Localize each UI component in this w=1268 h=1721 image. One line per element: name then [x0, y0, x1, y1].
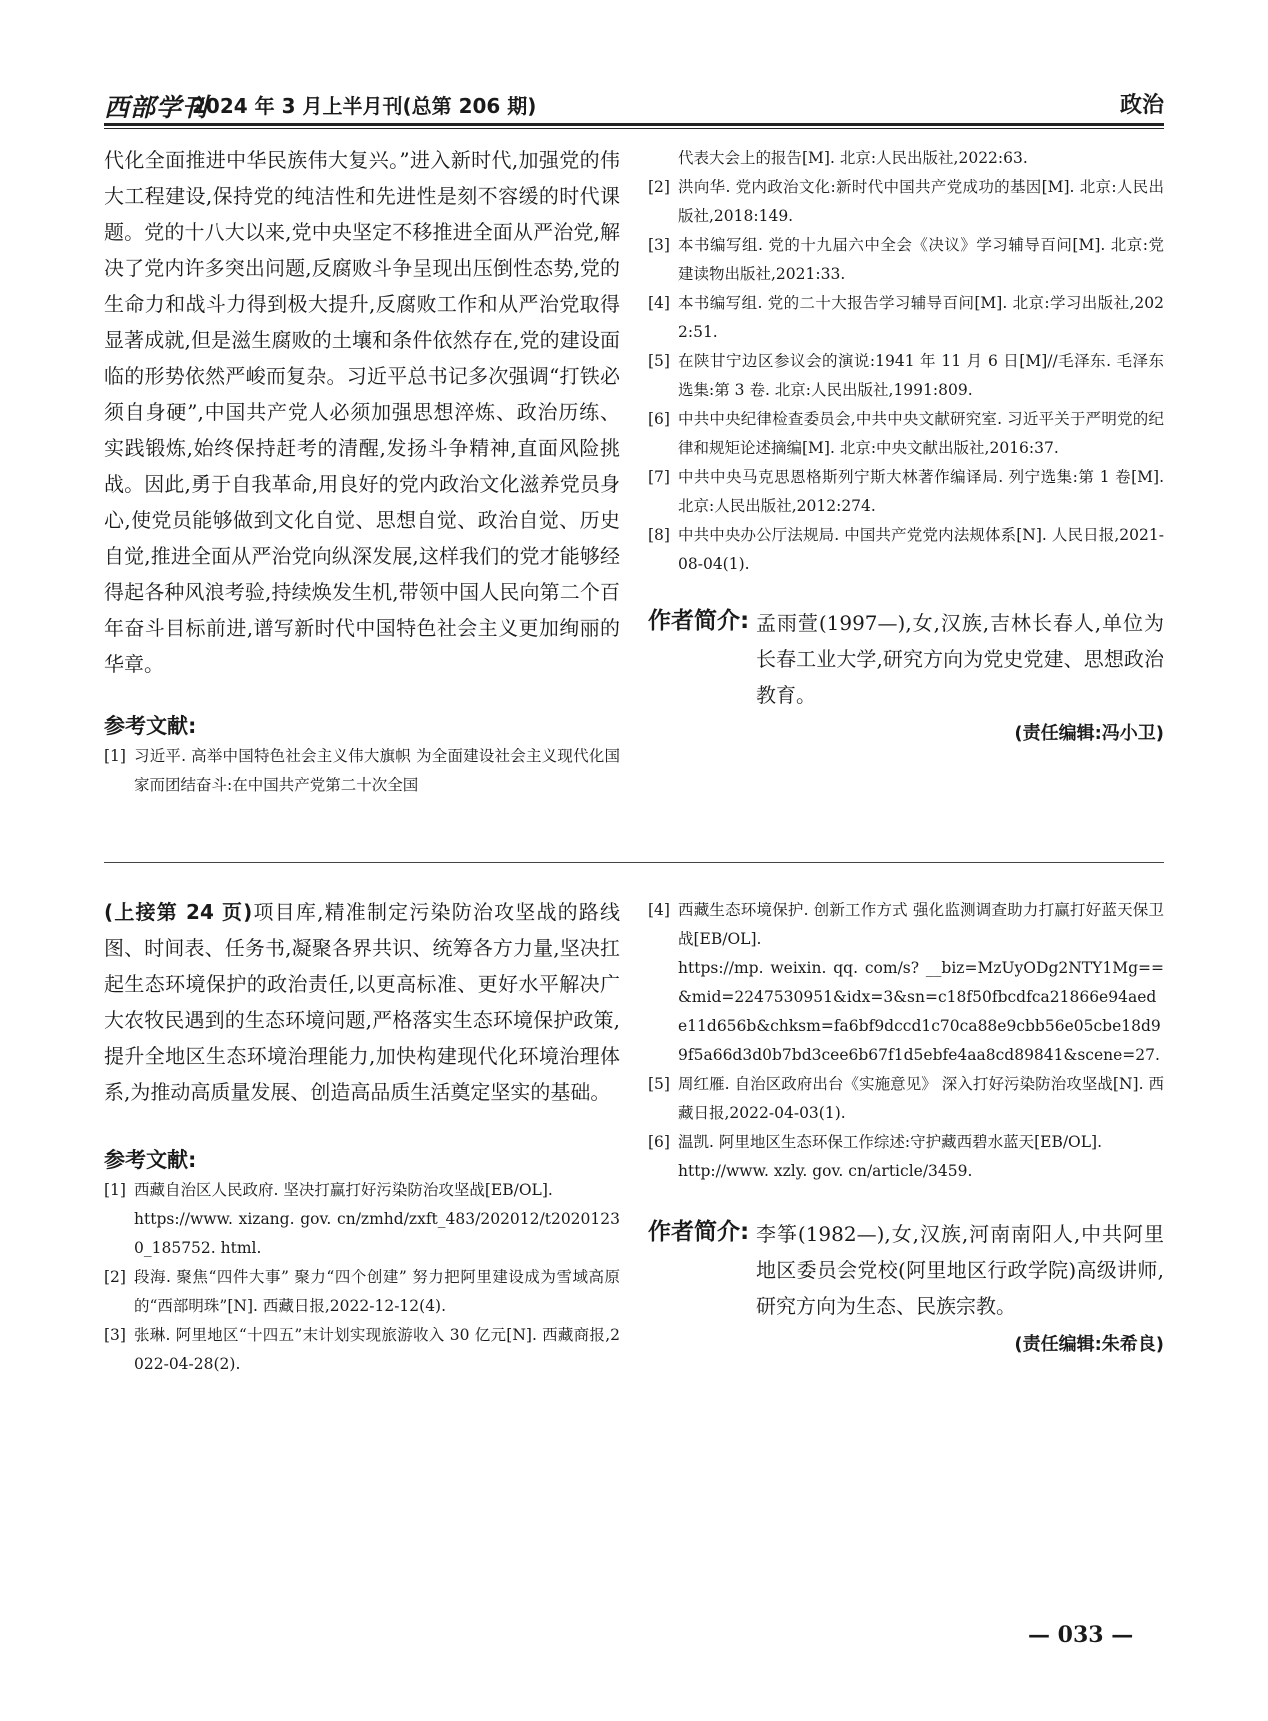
reference-url: https://www. xizang. gov. cn/zmhd/zxft_483/202012/t20201230_185752. html.	[134, 1210, 620, 1257]
reference-item	[648, 289, 1164, 347]
reference-number: [5]	[648, 352, 670, 370]
article2-body	[104, 894, 620, 1110]
reference-item	[104, 742, 620, 800]
reference-item	[648, 1128, 1164, 1186]
author-label: 作者简介:	[648, 1219, 750, 1245]
article2-right-column	[648, 896, 1164, 1356]
reference-text: 习近平. 高举中国特色社会主义伟大旗帜 为全面建设社会主义现代化国家而团结奋斗:在中国共产党第二十次全国	[134, 747, 620, 794]
reference-url: https://mp. weixin. qq. com/s? __biz=MzUyODg2NTY1Mg==&mid=2247530951&idx=3&sn=c18f50fbcdfca21866e94aede11d656b&chksm=fa6bf9dccd1c70ca88e9cbb56e05cbe18d99f5a66d3d0b7bd3cee6b67f1d5ebfe4aa8cd89841&scene=27.	[678, 959, 1164, 1064]
reference-text: 在陕甘宁边区参议会的演说:1941 年 11 月 6 日[M]//毛泽东. 毛泽东选集:第 3 卷. 北京:人民出版社,1991:809.	[678, 352, 1164, 399]
article1-refs-heading: 参考文献:	[104, 714, 197, 738]
reference-item	[648, 347, 1164, 405]
reference-text: 本书编写组. 党的十九届六中全会《决议》学习辅导百问[M]. 北京:党建读物出版社,2021:33.	[678, 236, 1164, 283]
reference-number: [6]	[648, 410, 670, 428]
reference-number: [3]	[648, 236, 670, 254]
reference-item	[648, 144, 1164, 173]
reference-text: 西藏生态环境保护. 创新工作方式 强化监测调查助力打赢打好蓝天保卫战[EB/OL].	[678, 901, 1164, 948]
author-text: 李筝(1982—),女,汉族,河南南阳人,中共阿里地区委员会党校(阿里地区行政学院)高级讲师,研究方向为生态、民族宗教。	[756, 1222, 1164, 1318]
section-name: 政治	[1119, 93, 1164, 118]
reference-text: 西藏自治区人民政府. 坚决打赢打好污染防治攻坚战[EB/OL].	[134, 1181, 553, 1199]
article2-left-column	[104, 894, 620, 1379]
issue-info: 2024 年 3 月上半月刊(总第 206 期)	[192, 94, 537, 118]
reference-number: [7]	[648, 468, 670, 486]
reference-text: 本书编写组. 党的二十大报告学习辅导百问[M]. 北京:学习出版社,2022:51.	[678, 294, 1164, 341]
article2-refs-heading: 参考文献:	[104, 1148, 197, 1172]
reference-text: 中共中央纪律检查委员会,中共中央文献研究室. 习近平关于严明党的纪律和规矩论述摘编[M]. 北京:中央文献出版社,2016:37.	[678, 410, 1164, 457]
article2-body-text: 项目库,精准制定污染防治攻坚战的路线图、时间表、任务书,凝聚各界共识、统筹各方力量,坚决扛起生态环境保护的政治责任,以更高标准、更好水平解决广大农牧民遇到的生态环境问题,严格落实生态环境保护政策,提升全地区生态环境治理能力,加快构建现代化环境治理体系,为推动高质量发展、创造高品质生活奠定坚实的基础。	[104, 900, 620, 1104]
article1-editor: (责任编辑:冯小卫)	[1014, 723, 1164, 744]
reference-number: [6]	[648, 1133, 670, 1151]
reference-number: [2]	[648, 178, 670, 196]
article1-refs-left	[104, 742, 620, 800]
reference-text: 代表大会上的报告[M]. 北京:人民出版社,2022:63.	[678, 149, 1028, 167]
article2-author-bio	[648, 1216, 1164, 1324]
reference-text: 张琳. 阿里地区“十四五”末计划实现旅游收入 30 亿元[N]. 西藏商报,2022-04-28(2).	[134, 1326, 620, 1373]
article1-author-bio	[648, 605, 1164, 713]
article1-refs-right	[648, 144, 1164, 579]
article-divider	[104, 862, 1164, 863]
reference-text: 温凯. 阿里地区生态环保工作综述:守护藏西碧水蓝天[EB/OL].	[678, 1133, 1103, 1151]
article1-body	[104, 142, 620, 682]
reference-number: [4]	[648, 294, 670, 312]
reference-text: 中共中央办公厅法规局. 中国共产党党内法规体系[N]. 人民日报,2021-08-04(1).	[678, 526, 1164, 573]
reference-number: [1]	[104, 1181, 126, 1199]
article1-left-column	[104, 142, 620, 800]
reference-number: [5]	[648, 1075, 670, 1093]
article2-refs-left	[104, 1176, 620, 1379]
header-rule	[104, 123, 1164, 126]
reference-item	[648, 896, 1164, 1070]
reference-item	[104, 1263, 620, 1321]
reference-text: 周红雁. 自治区政府出台《实施意见》 深入打好污染防治攻坚战[N]. 西藏日报,2022-04-03(1).	[678, 1075, 1164, 1122]
reference-number: [8]	[648, 526, 670, 544]
reference-number: [2]	[104, 1268, 126, 1286]
reference-item	[648, 463, 1164, 521]
reference-url: http://www. xzly. gov. cn/article/3459.	[678, 1162, 973, 1180]
reference-item	[104, 1176, 620, 1263]
reference-item	[648, 521, 1164, 579]
continued-note: (上接第 24 页)	[104, 900, 253, 924]
reference-item	[648, 405, 1164, 463]
reference-item	[648, 231, 1164, 289]
article2-editor: (责任编辑:朱希良)	[1014, 1334, 1164, 1355]
page-header	[104, 86, 1164, 126]
page-number: — 033 —	[1028, 1622, 1134, 1648]
reference-text: 段海. 聚焦“四件大事” 聚力“四个创建” 努力把阿里建设成为雪域高原的“西部明珠”[N]. 西藏日报,2022-12-12(4).	[134, 1268, 620, 1315]
reference-number: [1]	[104, 747, 126, 765]
reference-item	[648, 173, 1164, 231]
author-label: 作者简介:	[648, 608, 750, 634]
article1-body-text: 代化全面推进中华民族伟大复兴。”进入新时代,加强党的伟大工程建设,保持党的纯洁性和先进性是刻不容缓的时代课题。党的十八大以来,党中央坚定不移推进全面从严治党,解决了党内许多突出问题,反腐败斗争呈现出压倒性态势,党的生命力和战斗力得到极大提升,反腐败工作和从严治党取得显著成就,但是滋生腐败的土壤和条件依然存在,党的建设面临的形势依然严峻而复杂。习近平总书记多次强调“打铁必须自身硬”,中国共产党人必须加强思想淬炼、政治历练、实践锻炼,始终保持赶考的清醒,发扬斗争精神,直面风险挑战。因此,勇于自我革命,用良好的党内政治文化滋养党员身心,使党员能够做到文化自觉、思想自觉、政治自觉、历史自觉,推进全面从严治党向纵深发展,这样我们的党才能够经得起各种风浪考验,持续焕发生机,带领中国人民向第二个百年奋斗目标前进,谱写新时代中国特色社会主义更加绚丽的华章。	[104, 148, 620, 676]
journal-logo: 西部学刊	[104, 93, 209, 122]
reference-text: 中共中央马克思恩格斯列宁斯大林著作编译局. 列宁选集:第 1 卷[M]. 北京:人民出版社,2012:274.	[678, 468, 1164, 515]
article2-refs-right	[648, 896, 1164, 1186]
reference-item	[648, 1070, 1164, 1128]
reference-number: [4]	[648, 901, 670, 919]
reference-item	[104, 1321, 620, 1379]
reference-text: 洪向华. 党内政治文化:新时代中国共产党成功的基因[M]. 北京:人民出版社,2018:149.	[678, 178, 1164, 225]
header-rule-thin	[104, 128, 1164, 129]
article1-right-column	[648, 144, 1164, 745]
author-text: 孟雨萱(1997—),女,汉族,吉林长春人,单位为长春工业大学,研究方向为党史党建、思想政治教育。	[756, 611, 1164, 707]
reference-number: [3]	[104, 1326, 126, 1344]
